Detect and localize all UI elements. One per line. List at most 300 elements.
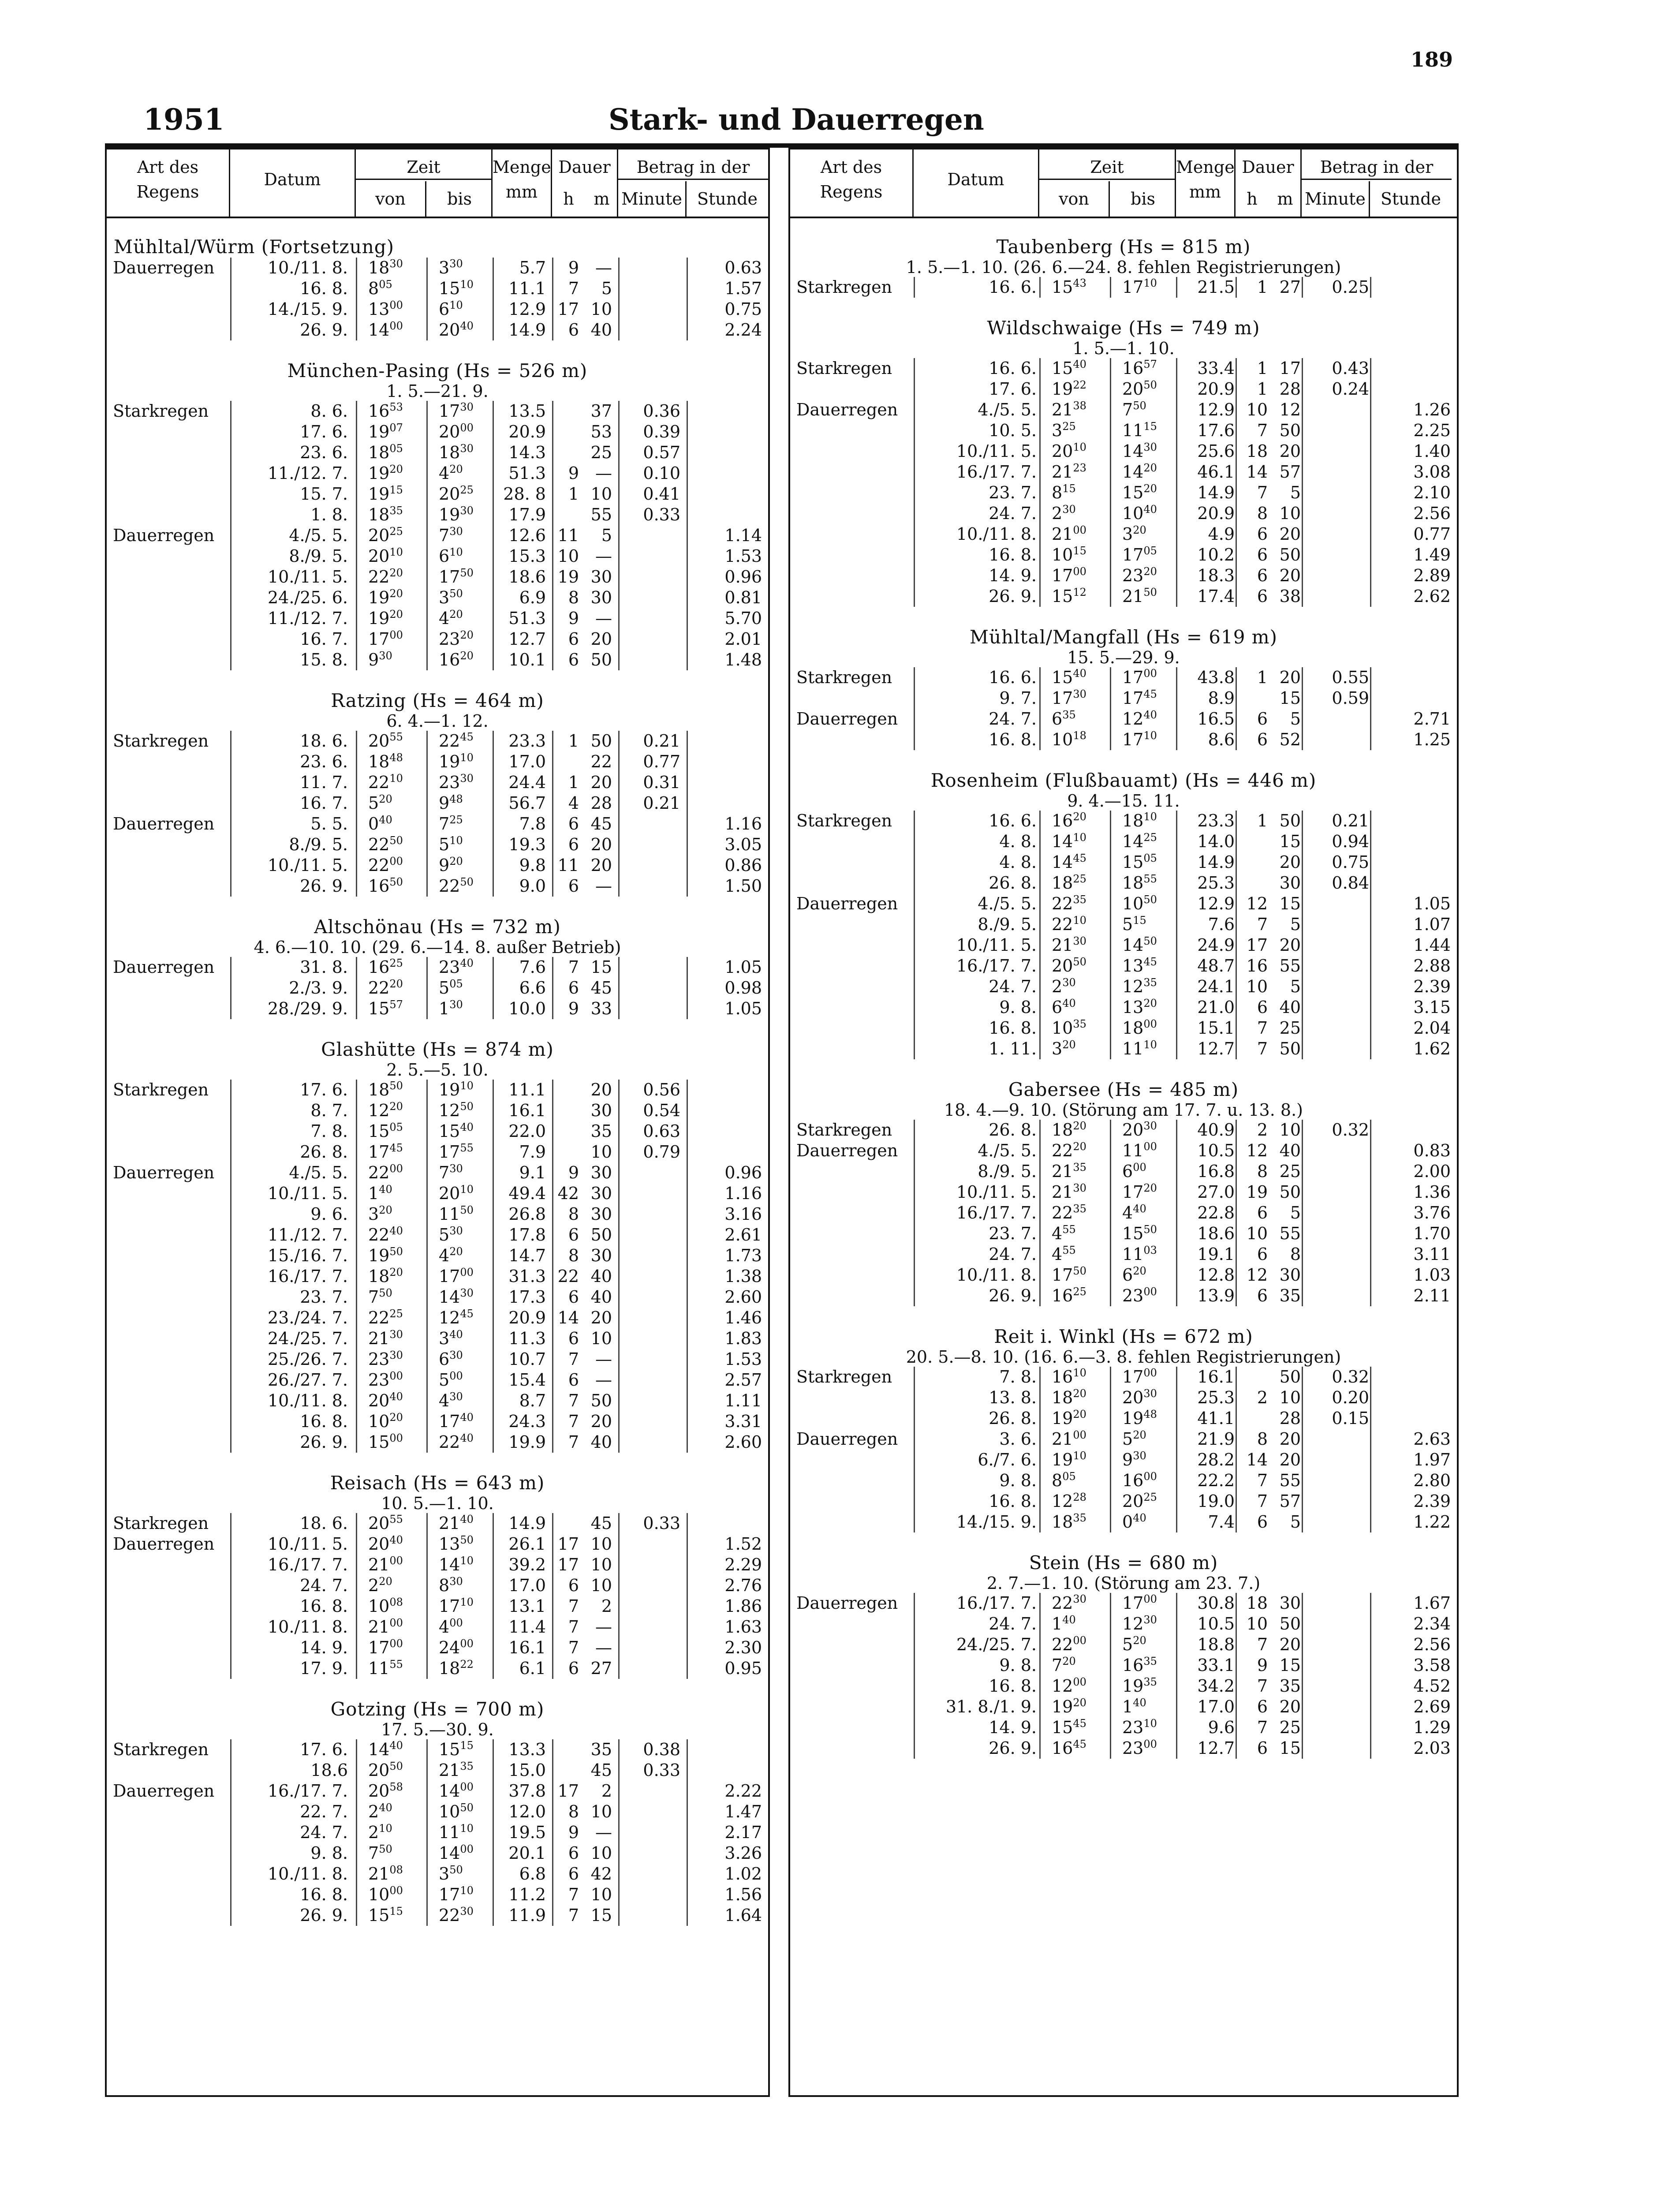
- header-art-line2: Regens: [136, 182, 199, 202]
- table-row: [790, 1120, 1457, 1140]
- cell-menge: 12.7: [1197, 1738, 1235, 1758]
- cell-h: 6: [1257, 587, 1268, 606]
- column-rule: [1110, 358, 1111, 607]
- header-datum-label: Datum: [264, 170, 321, 189]
- cell-type: Dauerregen: [113, 1781, 215, 1801]
- header-dauer-label: Dauer: [1242, 157, 1294, 177]
- column-rule: [356, 1513, 357, 1679]
- cell-date: 16. 8.: [989, 545, 1037, 564]
- cell-von: $10^{20}$: [368, 1411, 403, 1431]
- table-row: [107, 1266, 768, 1287]
- cell-date: 24./25. 7.: [956, 1635, 1037, 1654]
- cell-m: —: [595, 463, 612, 483]
- column-rule: [687, 731, 688, 897]
- cell-von: $15^{00}$: [368, 1432, 403, 1452]
- cell-m: 20: [1279, 524, 1301, 544]
- cell-h: 9: [1257, 1656, 1268, 1675]
- cell-von: $23^{00}$: [368, 1370, 403, 1390]
- table-row: [107, 1121, 768, 1142]
- cell-von: $20^{25}$: [368, 525, 403, 545]
- cell-von: $20^{40}$: [368, 1390, 403, 1410]
- cell-bis: $6^{10}$: [439, 546, 463, 566]
- cell-menge: 14.3: [508, 443, 546, 462]
- cell-menge: 23.3: [1197, 811, 1235, 830]
- cell-bis: $10^{40}$: [1122, 503, 1157, 523]
- cell-m: 5: [1290, 1203, 1301, 1222]
- cell-date: 9. 7.: [999, 688, 1037, 708]
- table-row: [107, 1513, 768, 1534]
- station-name: Mühltal/Mangfall (Hs = 619 m): [969, 626, 1277, 648]
- cell-bis: $3^{50}$: [439, 1864, 463, 1884]
- cell-h: 7: [568, 279, 579, 298]
- cell-von: $18^{05}$: [368, 442, 403, 462]
- cell-std: 3.58: [1413, 1656, 1451, 1675]
- station-name: Gabersee (Hs = 485 m): [1008, 1079, 1239, 1100]
- cell-date: 14. 9.: [300, 1638, 348, 1657]
- table-row: [107, 1905, 768, 1926]
- cell-type: Starkregen: [796, 359, 892, 378]
- cell-bis: $14^{30}$: [1122, 441, 1157, 461]
- table-row: [107, 1142, 768, 1162]
- cell-menge: 7.4: [1208, 1512, 1235, 1532]
- cell-date: 16./17. 7.: [956, 956, 1037, 975]
- station-section: [107, 236, 768, 340]
- column-rule: [1370, 358, 1371, 607]
- cell-h: 6: [1257, 998, 1268, 1017]
- cell-date: 14./15. 9.: [267, 299, 348, 319]
- cell-menge: 18.8: [1197, 1635, 1235, 1654]
- cell-von: $18^{30}$: [368, 258, 403, 277]
- cell-std: 1.38: [724, 1267, 762, 1286]
- cell-m: 20: [590, 629, 612, 649]
- cell-bis: $11^{10}$: [1122, 1039, 1157, 1058]
- cell-std: 2.76: [724, 1576, 762, 1595]
- cell-von: $2^{10}$: [368, 1822, 392, 1842]
- cell-bis: $16^{57}$: [1122, 358, 1157, 378]
- cell-std: 3.26: [724, 1843, 762, 1863]
- cell-von: $18^{25}$: [1052, 873, 1086, 893]
- year: 1951: [143, 102, 224, 137]
- cell-m: 30: [590, 1163, 612, 1182]
- cell-date: 10./11. 5.: [267, 1534, 348, 1554]
- cell-date: 9. 8.: [310, 1843, 348, 1863]
- cell-m: 35: [590, 1740, 612, 1759]
- cell-std: 1.25: [1413, 730, 1451, 749]
- cell-date: 23. 7.: [300, 1287, 348, 1307]
- cell-date: 2./3. 9.: [289, 978, 348, 998]
- cell-bis: $17^{45}$: [1122, 688, 1157, 708]
- table-row: [790, 667, 1457, 688]
- column-rule: [1110, 1593, 1111, 1759]
- station-section: [107, 1039, 768, 1453]
- cell-von: $19^{20}$: [368, 608, 403, 628]
- cell-bis: $13^{45}$: [1122, 956, 1157, 975]
- cell-m: 10: [590, 1576, 612, 1595]
- cell-std: 3.11: [1413, 1245, 1451, 1264]
- cell-menge: 17.6: [1197, 421, 1235, 440]
- cell-bis: $7^{30}$: [439, 525, 463, 545]
- cell-std: 2.11: [1413, 1286, 1451, 1305]
- cell-std: 1.52: [724, 1534, 762, 1554]
- station-period: 1. 5.—1. 10. (26. 6.—24. 8. fehlen Registrierungen): [906, 258, 1341, 277]
- table-row: [107, 957, 768, 978]
- cell-date: 16. 8.: [989, 1018, 1037, 1038]
- cell-m: 40: [590, 1267, 612, 1286]
- column-rule: [1039, 811, 1041, 1059]
- table-row: [790, 997, 1457, 1018]
- cell-bis: $20^{30}$: [1122, 1387, 1157, 1407]
- cell-m: 10: [590, 299, 612, 319]
- cell-std: 2.39: [1413, 1491, 1451, 1511]
- cell-min: 0.43: [1332, 359, 1369, 378]
- column-rule: [1236, 1593, 1237, 1759]
- cell-date: 10./11. 8.: [267, 1391, 348, 1410]
- table-row: [107, 1575, 768, 1596]
- cell-menge: 17.4: [1197, 587, 1235, 606]
- cell-bis: $17^{10}$: [439, 1596, 474, 1616]
- cell-h: 7: [568, 1391, 579, 1410]
- table-row: [790, 1223, 1457, 1244]
- cell-bis: $23^{00}$: [1122, 1286, 1157, 1305]
- cell-bis: $10^{50}$: [1122, 893, 1157, 913]
- column-rule: [1302, 667, 1303, 750]
- cell-date: 14. 9.: [989, 1718, 1037, 1737]
- cell-h: 7: [1257, 1018, 1268, 1038]
- cell-std: 2.60: [724, 1287, 762, 1307]
- cell-von: $21^{08}$: [368, 1864, 403, 1884]
- cell-menge: 6.9: [519, 588, 546, 607]
- station-period: 17. 5.—30. 9.: [381, 1720, 494, 1739]
- cell-m: 33: [590, 999, 612, 1018]
- cell-h: 9: [568, 609, 579, 628]
- cell-menge: 21.9: [1197, 1429, 1235, 1449]
- cell-date: 24. 7.: [989, 977, 1037, 996]
- cell-menge: 6.8: [519, 1864, 546, 1884]
- cell-menge: 21.0: [1197, 998, 1235, 1017]
- cell-min: 0.20: [1332, 1388, 1369, 1407]
- cell-m: 30: [590, 1204, 612, 1224]
- cell-von: $17^{00}$: [368, 1637, 403, 1657]
- cell-bis: $19^{10}$: [439, 751, 474, 771]
- cell-von: $17^{50}$: [1052, 1265, 1086, 1285]
- cell-bis: $3^{40}$: [439, 1328, 463, 1348]
- cell-date: 9. 8.: [999, 1471, 1037, 1490]
- table-row: [107, 1801, 768, 1822]
- cell-m: 27: [590, 1659, 612, 1678]
- cell-type: Dauerregen: [113, 957, 215, 977]
- cell-von: $21^{30}$: [1052, 935, 1086, 955]
- cell-date: 23./24. 7.: [267, 1308, 348, 1327]
- cell-m: 10: [590, 1555, 612, 1574]
- cell-date: 26. 8.: [989, 873, 1037, 893]
- cell-std: 1.16: [724, 814, 762, 833]
- cell-bis: $23^{40}$: [439, 957, 474, 977]
- column-rule: [493, 1080, 494, 1453]
- column-rule: [914, 811, 915, 1059]
- cell-m: —: [595, 876, 612, 896]
- cell-menge: 34.2: [1197, 1676, 1235, 1696]
- cell-von: $18^{20}$: [1052, 1120, 1086, 1140]
- table-row: [107, 731, 768, 751]
- header-dauer-label: Dauer: [558, 157, 611, 177]
- cell-m: 5: [1290, 709, 1301, 729]
- cell-m: 15: [590, 957, 612, 977]
- cell-menge: 28. 8: [503, 484, 546, 504]
- cell-std: 2.89: [1413, 566, 1451, 585]
- cell-h: 1: [1257, 811, 1268, 830]
- cell-bis: $23^{00}$: [1122, 1738, 1157, 1758]
- table-row: [107, 1162, 768, 1183]
- table-row: [790, 1367, 1457, 1387]
- header-art: [790, 149, 914, 217]
- cell-von: $0^{40}$: [368, 814, 392, 833]
- cell-bis: $12^{45}$: [439, 1308, 474, 1327]
- cell-std: 2.10: [1413, 483, 1451, 502]
- table-row: [790, 831, 1457, 852]
- cell-h: 8: [1257, 504, 1268, 523]
- cell-von: $16^{53}$: [368, 401, 403, 421]
- table-header: [790, 149, 1457, 218]
- table-row: [790, 1018, 1457, 1039]
- cell-bis: $4^{40}$: [1122, 1203, 1146, 1222]
- cell-von: $14^{10}$: [1052, 831, 1086, 851]
- station-period: 10. 5.—1. 10.: [381, 1494, 494, 1513]
- column-rule: [1039, 1367, 1041, 1532]
- cell-std: 0.75: [724, 299, 762, 319]
- cell-bis: $16^{20}$: [439, 650, 474, 669]
- cell-date: 17. 6.: [300, 1740, 348, 1759]
- cell-date: 25./26. 7.: [267, 1349, 348, 1369]
- header-zeit: [1039, 149, 1176, 217]
- header-betrag: [1302, 149, 1452, 217]
- column-rule: [1176, 358, 1177, 607]
- cell-bis: $8^{30}$: [439, 1575, 463, 1595]
- cell-m: 52: [1279, 730, 1301, 749]
- table-row: [107, 1080, 768, 1100]
- header-von: von: [1039, 181, 1110, 217]
- cell-h: 6: [568, 835, 579, 854]
- cell-bis: $5^{05}$: [439, 978, 463, 998]
- cell-date: 26. 9.: [989, 587, 1037, 606]
- cell-type: Starkregen: [796, 811, 892, 830]
- table-row: [790, 1450, 1457, 1470]
- cell-h: 10: [1246, 1224, 1268, 1243]
- column-rule: [1370, 1120, 1371, 1306]
- table-row: [790, 1286, 1457, 1306]
- column-rule: [1110, 277, 1111, 298]
- table-row: [107, 998, 768, 1019]
- table-row: [107, 1349, 768, 1370]
- column-rule: [230, 957, 231, 1019]
- cell-h: 8: [1257, 1429, 1268, 1449]
- column-rule: [1110, 1367, 1111, 1532]
- cell-m: 10: [590, 1802, 612, 1821]
- cell-h: 7: [1257, 483, 1268, 502]
- cell-date: 10./11. 8.: [267, 258, 348, 277]
- table-row: [107, 525, 768, 546]
- cell-m: —: [595, 1823, 612, 1842]
- cell-von: $6^{40}$: [1052, 997, 1076, 1017]
- cell-m: 50: [590, 731, 612, 751]
- cell-std: 1.22: [1413, 1512, 1451, 1532]
- cell-menge: 7.6: [519, 957, 546, 977]
- cell-bis: $5^{30}$: [439, 1225, 463, 1245]
- cell-von: $21^{23}$: [1052, 462, 1086, 482]
- station-section: [107, 1698, 768, 1926]
- cell-m: 25: [590, 443, 612, 462]
- table-row: [790, 1697, 1457, 1717]
- cell-m: 50: [1279, 545, 1301, 564]
- cell-bis: $20^{25}$: [1122, 1491, 1157, 1511]
- cell-date: 13. 8.: [989, 1388, 1037, 1407]
- column-rule: [1176, 1367, 1177, 1532]
- column-rule: [426, 1739, 428, 1926]
- cell-date: 24./25. 6.: [267, 588, 348, 607]
- cell-bis: $7^{25}$: [439, 814, 463, 833]
- cell-date: 10./11. 8.: [267, 1864, 348, 1884]
- cell-h: 6: [568, 320, 579, 340]
- cell-date: 14. 9.: [989, 566, 1037, 585]
- cell-date: 8./9. 5.: [978, 915, 1037, 934]
- column-rule: [914, 667, 915, 750]
- cell-min: 0.15: [1332, 1409, 1369, 1428]
- cell-date: 23. 7.: [989, 483, 1037, 502]
- cell-bis: $17^{30}$: [439, 401, 474, 421]
- header-minute: Minute: [618, 181, 687, 217]
- cell-std: 2.25: [1413, 421, 1451, 440]
- cell-m: 55: [590, 505, 612, 524]
- cell-menge: 21.5: [1197, 277, 1235, 297]
- column-rule: [687, 1513, 688, 1679]
- cell-menge: 23.3: [508, 731, 546, 751]
- cell-std: 1.29: [1413, 1718, 1451, 1737]
- cell-von: $21^{35}$: [1052, 1161, 1086, 1181]
- cell-m: 20: [590, 856, 612, 875]
- cell-h: 6: [1257, 709, 1268, 729]
- header-datum: [230, 149, 356, 217]
- cell-bis: $0^{40}$: [1122, 1512, 1146, 1532]
- cell-menge: 26.8: [508, 1204, 546, 1224]
- cell-std: 2.04: [1413, 1018, 1451, 1038]
- cell-von: $1^{40}$: [1052, 1614, 1076, 1633]
- table-row: [107, 422, 768, 442]
- cell-date: 4./5. 5.: [978, 894, 1037, 913]
- cell-date: 24./25. 7.: [267, 1329, 348, 1348]
- column-rule: [230, 1513, 231, 1679]
- cell-h: 2: [1257, 1120, 1268, 1140]
- cell-m: 50: [1279, 1614, 1301, 1633]
- cell-m: 25: [1279, 1018, 1301, 1038]
- cell-m: 50: [590, 1391, 612, 1410]
- table-row: [107, 320, 768, 340]
- cell-bis: $4^{00}$: [439, 1617, 463, 1637]
- cell-m: 15: [1279, 832, 1301, 851]
- cell-std: 1.73: [724, 1246, 762, 1265]
- cell-std: 2.71: [1413, 709, 1451, 729]
- cell-date: 10./11. 8.: [956, 524, 1037, 544]
- table-row: [790, 688, 1457, 709]
- cell-menge: 41.1: [1197, 1409, 1235, 1428]
- cell-h: 1: [568, 484, 579, 504]
- header-h: h: [563, 189, 574, 209]
- cell-menge: 6.6: [519, 978, 546, 998]
- cell-von: $3^{25}$: [1052, 420, 1076, 440]
- cell-bis: $12^{35}$: [1122, 976, 1157, 996]
- column-rule: [552, 1080, 553, 1453]
- cell-von: $9^{30}$: [368, 650, 392, 669]
- header-mm-label: mm: [1189, 182, 1221, 202]
- table-row: [107, 1555, 768, 1575]
- table-row: [107, 1617, 768, 1637]
- cell-menge: 33.4: [1197, 359, 1235, 378]
- cell-m: 20: [590, 1412, 612, 1431]
- station-name: Taubenberg (Hs = 815 m): [996, 236, 1251, 258]
- cell-von: $20^{40}$: [368, 1534, 403, 1554]
- table-row: [790, 1408, 1457, 1429]
- cell-std: 2.24: [724, 320, 762, 340]
- cell-bis: $17^{10}$: [439, 1884, 474, 1904]
- cell-std: 2.60: [724, 1432, 762, 1452]
- cell-menge: 40.9: [1197, 1120, 1235, 1140]
- station-name: Reisach (Hs = 643 m): [330, 1472, 545, 1494]
- cell-date: 16. 8.: [989, 730, 1037, 749]
- cell-von: $8^{05}$: [1052, 1470, 1076, 1490]
- column-rule: [552, 1739, 553, 1926]
- table-row: [107, 629, 768, 650]
- cell-menge: 9.8: [519, 856, 546, 875]
- table-row: [107, 1328, 768, 1349]
- cell-bis: $13^{50}$: [439, 1534, 474, 1554]
- cell-bis: $20^{00}$: [439, 422, 474, 441]
- table-body: [790, 218, 1457, 1759]
- cell-m: 50: [1279, 1039, 1301, 1058]
- cell-std: 3.05: [724, 835, 762, 854]
- table-row: [790, 976, 1457, 997]
- cell-von: $20^{50}$: [1052, 956, 1086, 975]
- cell-m: 5: [1290, 483, 1301, 502]
- cell-h: 6: [568, 1576, 579, 1595]
- cell-std: 2.17: [724, 1823, 762, 1842]
- cell-bis: $12^{30}$: [1122, 1614, 1157, 1633]
- cell-h: 8: [568, 588, 579, 607]
- cell-menge: 22.2: [1197, 1471, 1235, 1490]
- cell-min: 0.94: [1332, 832, 1369, 851]
- cell-h: 7: [568, 957, 579, 977]
- cell-m: 30: [590, 567, 612, 587]
- cell-von: $20^{55}$: [368, 1513, 403, 1533]
- cell-type: Starkregen: [113, 1514, 209, 1533]
- cell-von: $23^{30}$: [368, 1349, 403, 1369]
- column-rule: [1302, 277, 1303, 298]
- cell-h: 9: [568, 1163, 579, 1182]
- table-row: [107, 834, 768, 855]
- table-row: [107, 1245, 768, 1266]
- cell-std: 1.53: [724, 1349, 762, 1369]
- cell-menge: 20.9: [1197, 504, 1235, 523]
- cell-menge: 12.9: [1197, 894, 1235, 913]
- cell-m: 20: [1279, 935, 1301, 955]
- column-rule: [356, 1739, 357, 1926]
- cell-date: 10./11. 8.: [267, 1617, 348, 1637]
- cell-von: $16^{25}$: [368, 957, 403, 977]
- column-rule: [426, 1080, 428, 1453]
- cell-von: $18^{20}$: [1052, 1387, 1086, 1407]
- cell-date: 10./11. 5.: [267, 856, 348, 875]
- cell-von: $10^{08}$: [368, 1596, 403, 1616]
- cell-bis: $19^{10}$: [439, 1080, 474, 1099]
- cell-date: 16./17. 7.: [267, 1555, 348, 1574]
- cell-menge: 51.3: [508, 609, 546, 628]
